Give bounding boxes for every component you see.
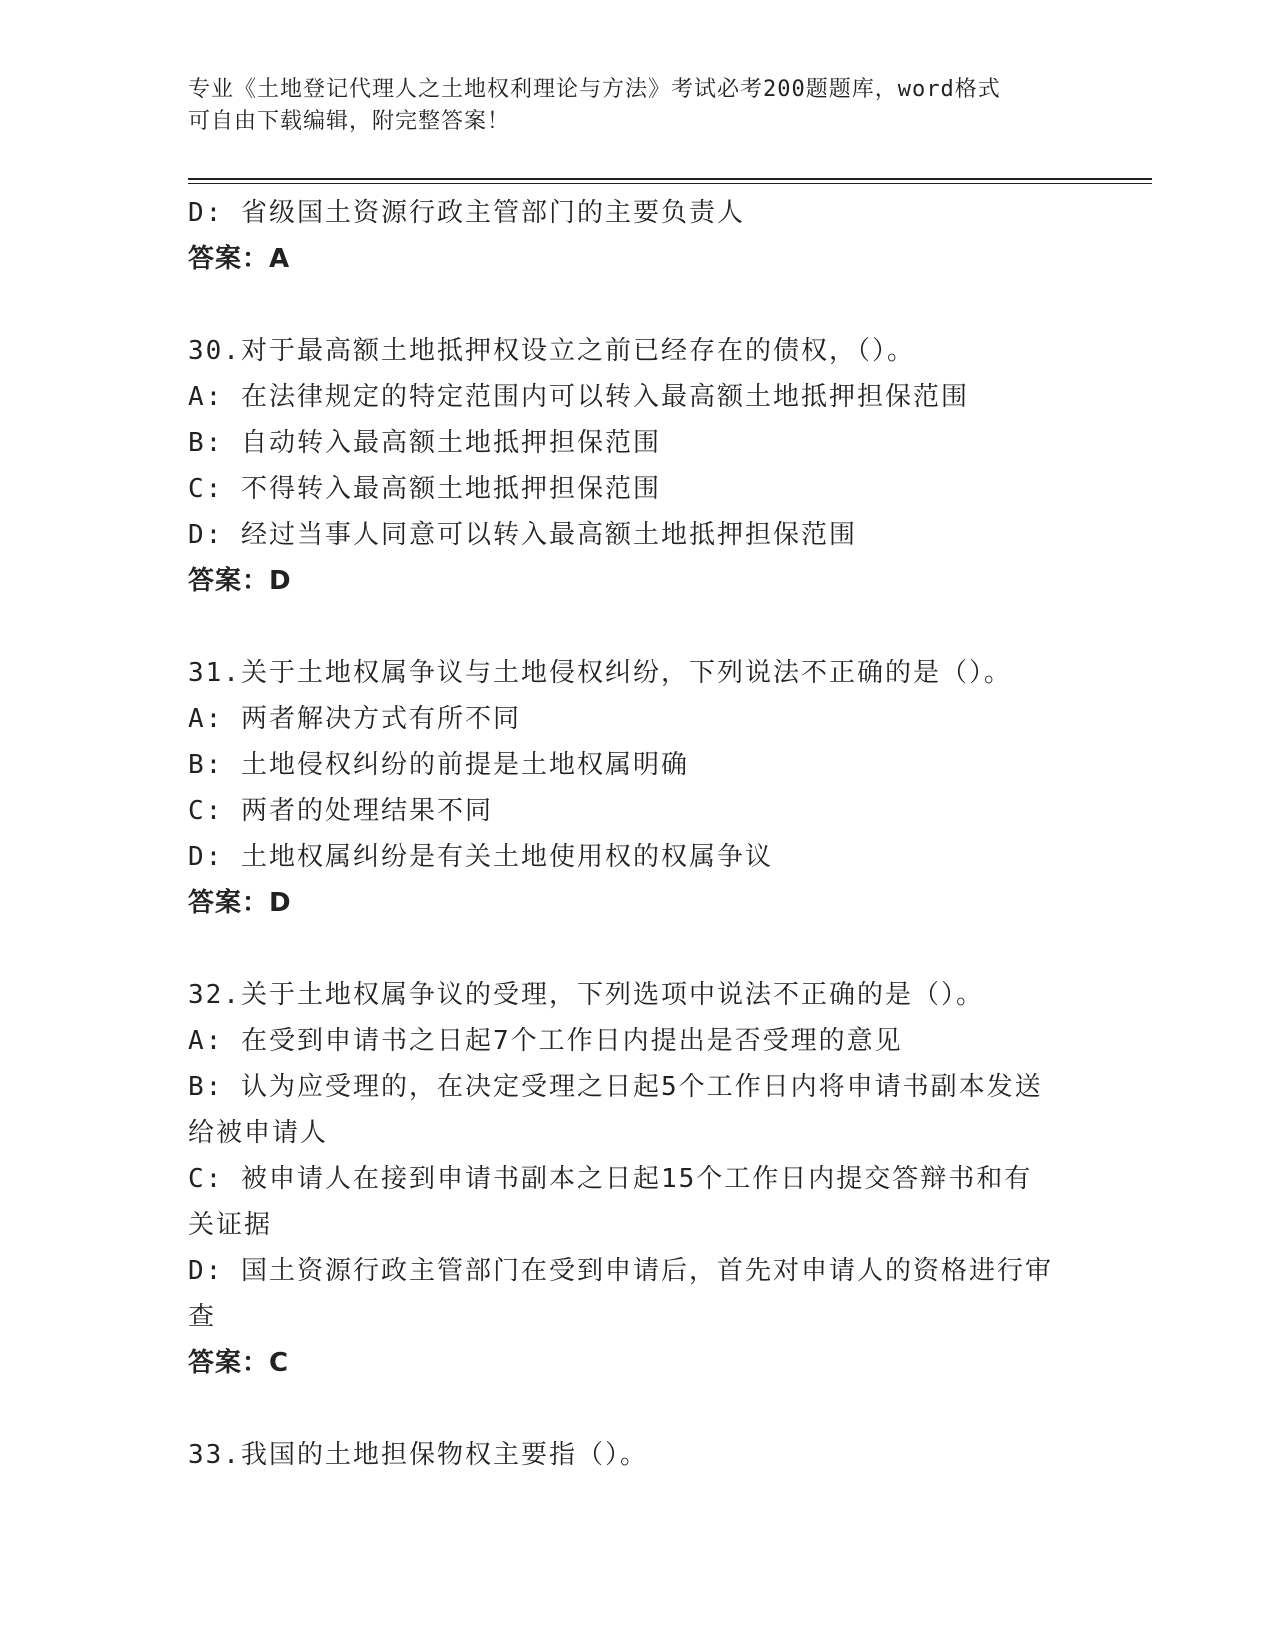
answer: 答案：D bbox=[188, 888, 292, 918]
header-line-2: 可自由下载编辑，附完整答案！ bbox=[188, 109, 511, 134]
option-b: B: 自动转入最高额土地抵押担保范围 bbox=[188, 428, 661, 458]
document-header bbox=[188, 74, 1088, 138]
option-a: A: 在受到申请书之日起7个工作日内提出是否受理的意见 bbox=[188, 1026, 903, 1056]
header-divider-thick bbox=[188, 178, 1152, 180]
option-d: D: 国土资源行政主管部门在受到申请后，首先对申请人的资格进行审 bbox=[188, 1256, 1053, 1286]
option-d: D: 土地权属纠纷是有关土地使用权的权属争议 bbox=[188, 842, 773, 872]
option-c: C: 不得转入最高额土地抵押担保范围 bbox=[188, 474, 661, 504]
question-stem: 32.关于土地权属争议的受理，下列选项中说法不正确的是（）。 bbox=[188, 980, 984, 1010]
answer: 答案：A bbox=[188, 244, 291, 274]
header-divider-thin bbox=[188, 183, 1152, 184]
option-c: C: 两者的处理结果不同 bbox=[188, 796, 493, 826]
option-d-continued: 查 bbox=[188, 1302, 217, 1332]
option-b: B: 认为应受理的，在决定受理之日起5个工作日内将申请书副本发送 bbox=[188, 1072, 1043, 1102]
option-d: D: 省级国土资源行政主管部门的主要负责人 bbox=[188, 198, 745, 228]
header-line-1: 专业《土地登记代理人之土地权利理论与方法》考试必考200题题库，word格式 bbox=[188, 77, 1001, 102]
question-list bbox=[188, 190, 1088, 1478]
answer: 答案：C bbox=[188, 1348, 290, 1378]
option-c-continued: 关证据 bbox=[188, 1210, 273, 1240]
option-a: A: 两者解决方式有所不同 bbox=[188, 704, 521, 734]
option-c: C: 被申请人在接到申请书副本之日起15个工作日内提交答辩书和有 bbox=[188, 1164, 1033, 1194]
answer: 答案：D bbox=[188, 566, 292, 596]
question-stem: 30.对于最高额土地抵押权设立之前已经存在的债权，（）。 bbox=[188, 336, 915, 366]
question-stem: 33.我国的土地担保物权主要指（）。 bbox=[188, 1440, 648, 1470]
option-d: D: 经过当事人同意可以转入最高额土地抵押担保范围 bbox=[188, 520, 857, 550]
option-a: A: 在法律规定的特定范围内可以转入最高额土地抵押担保范围 bbox=[188, 382, 969, 412]
option-b-continued: 给被申请人 bbox=[188, 1118, 329, 1148]
option-b: B: 土地侵权纠纷的前提是土地权属明确 bbox=[188, 750, 689, 780]
question-stem: 31.关于土地权属争议与土地侵权纠纷，下列说法不正确的是（）。 bbox=[188, 658, 1012, 688]
